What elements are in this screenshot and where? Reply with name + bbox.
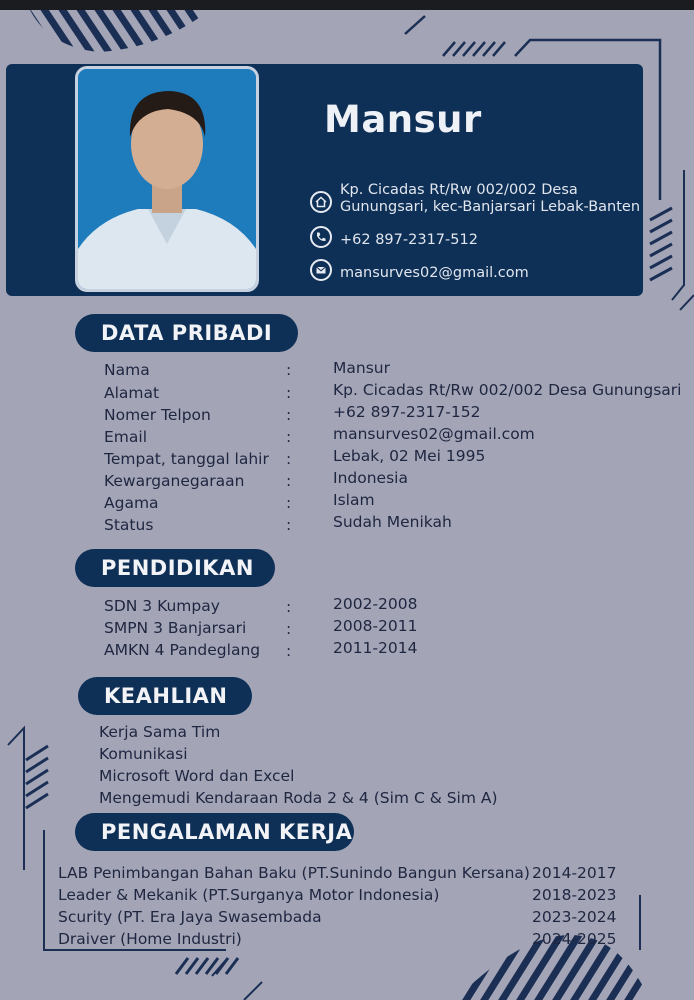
colon: : — [286, 620, 292, 638]
colon: : — [286, 516, 292, 534]
address-line-1: Kp. Cicadas Rt/Rw 002/002 Desa — [340, 182, 578, 198]
skill-item: Kerja Sama Tim — [99, 723, 221, 741]
colon: : — [286, 428, 292, 446]
personal-label: Kewarganegaraan — [104, 472, 245, 490]
experience-job: Scurity (PT. Era Jaya Swasembada — [58, 908, 322, 926]
personal-label: Status — [104, 516, 154, 534]
colon: : — [286, 406, 292, 424]
experience-job: Draiver (Home Industri) — [58, 930, 242, 948]
colon: : — [286, 361, 292, 379]
section-pengalaman-kerja: PENGALAMAN KERJA — [75, 813, 354, 851]
experience-job: Leader & Mekanik (PT.Surganya Motor Indonesia) — [58, 886, 440, 904]
section-pendidikan: PENDIDIKAN — [75, 549, 275, 587]
header-phone: +62 897-2317-512 — [340, 232, 478, 248]
education-years: 2002-2008 — [333, 595, 418, 613]
personal-label: Email — [104, 428, 148, 446]
personal-label: Tempat, tanggal lahir — [104, 450, 269, 468]
phone-icon — [310, 226, 332, 248]
personal-label: Alamat — [104, 384, 160, 402]
education-school: SDN 3 Kumpay — [104, 597, 220, 615]
personal-value: mansurves02@gmail.com — [333, 425, 535, 443]
personal-value: Kp. Cicadas Rt/Rw 002/002 Desa Gunungsari — [333, 381, 682, 399]
experience-job: LAB Penimbangan Bahan Baku (PT.Sunindo Bangun Kersana) — [58, 864, 530, 882]
personal-label: Nama — [104, 361, 150, 379]
personal-label: Agama — [104, 494, 159, 512]
colon: : — [286, 494, 292, 512]
section-data-pribadi: DATA PRIBADI — [75, 314, 298, 352]
colon: : — [286, 642, 292, 660]
experience-years: 2018-2023 — [532, 886, 617, 904]
education-school: SMPN 3 Banjarsari — [104, 619, 247, 637]
education-school: AMKN 4 Pandeglang — [104, 641, 261, 659]
section-keahlian: KEAHLIAN — [78, 677, 252, 715]
personal-value: Mansur — [333, 359, 390, 377]
experience-years: 2014-2017 — [532, 864, 617, 882]
personal-value: Lebak, 02 Mei 1995 — [333, 447, 486, 465]
profile-photo — [75, 66, 259, 292]
email-icon — [310, 259, 332, 281]
colon: : — [286, 472, 292, 490]
experience-years: 2024-2025 — [532, 930, 617, 948]
header-email: mansurves02@gmail.com — [340, 265, 529, 281]
person-name: Mansur — [324, 98, 482, 141]
personal-value: Islam — [333, 491, 375, 509]
experience-years: 2023-2024 — [532, 908, 617, 926]
personal-value: Indonesia — [333, 469, 408, 487]
personal-value: +62 897-2317-152 — [333, 403, 481, 421]
personal-label: Nomer Telpon — [104, 406, 211, 424]
skill-item: Komunikasi — [99, 745, 188, 763]
colon: : — [286, 384, 292, 402]
skill-item: Microsoft Word dan Excel — [99, 767, 295, 785]
skill-item: Mengemudi Kendaraan Roda 2 & 4 (Sim C & Sim A) — [99, 789, 498, 807]
personal-value: Sudah Menikah — [333, 513, 452, 531]
colon: : — [286, 450, 292, 468]
education-years: 2011-2014 — [333, 639, 418, 657]
address-line-2: Gunungsari, kec-Banjarsari Lebak-Banten — [340, 199, 641, 215]
education-years: 2008-2011 — [333, 617, 418, 635]
colon: : — [286, 598, 292, 616]
home-icon — [310, 191, 332, 213]
